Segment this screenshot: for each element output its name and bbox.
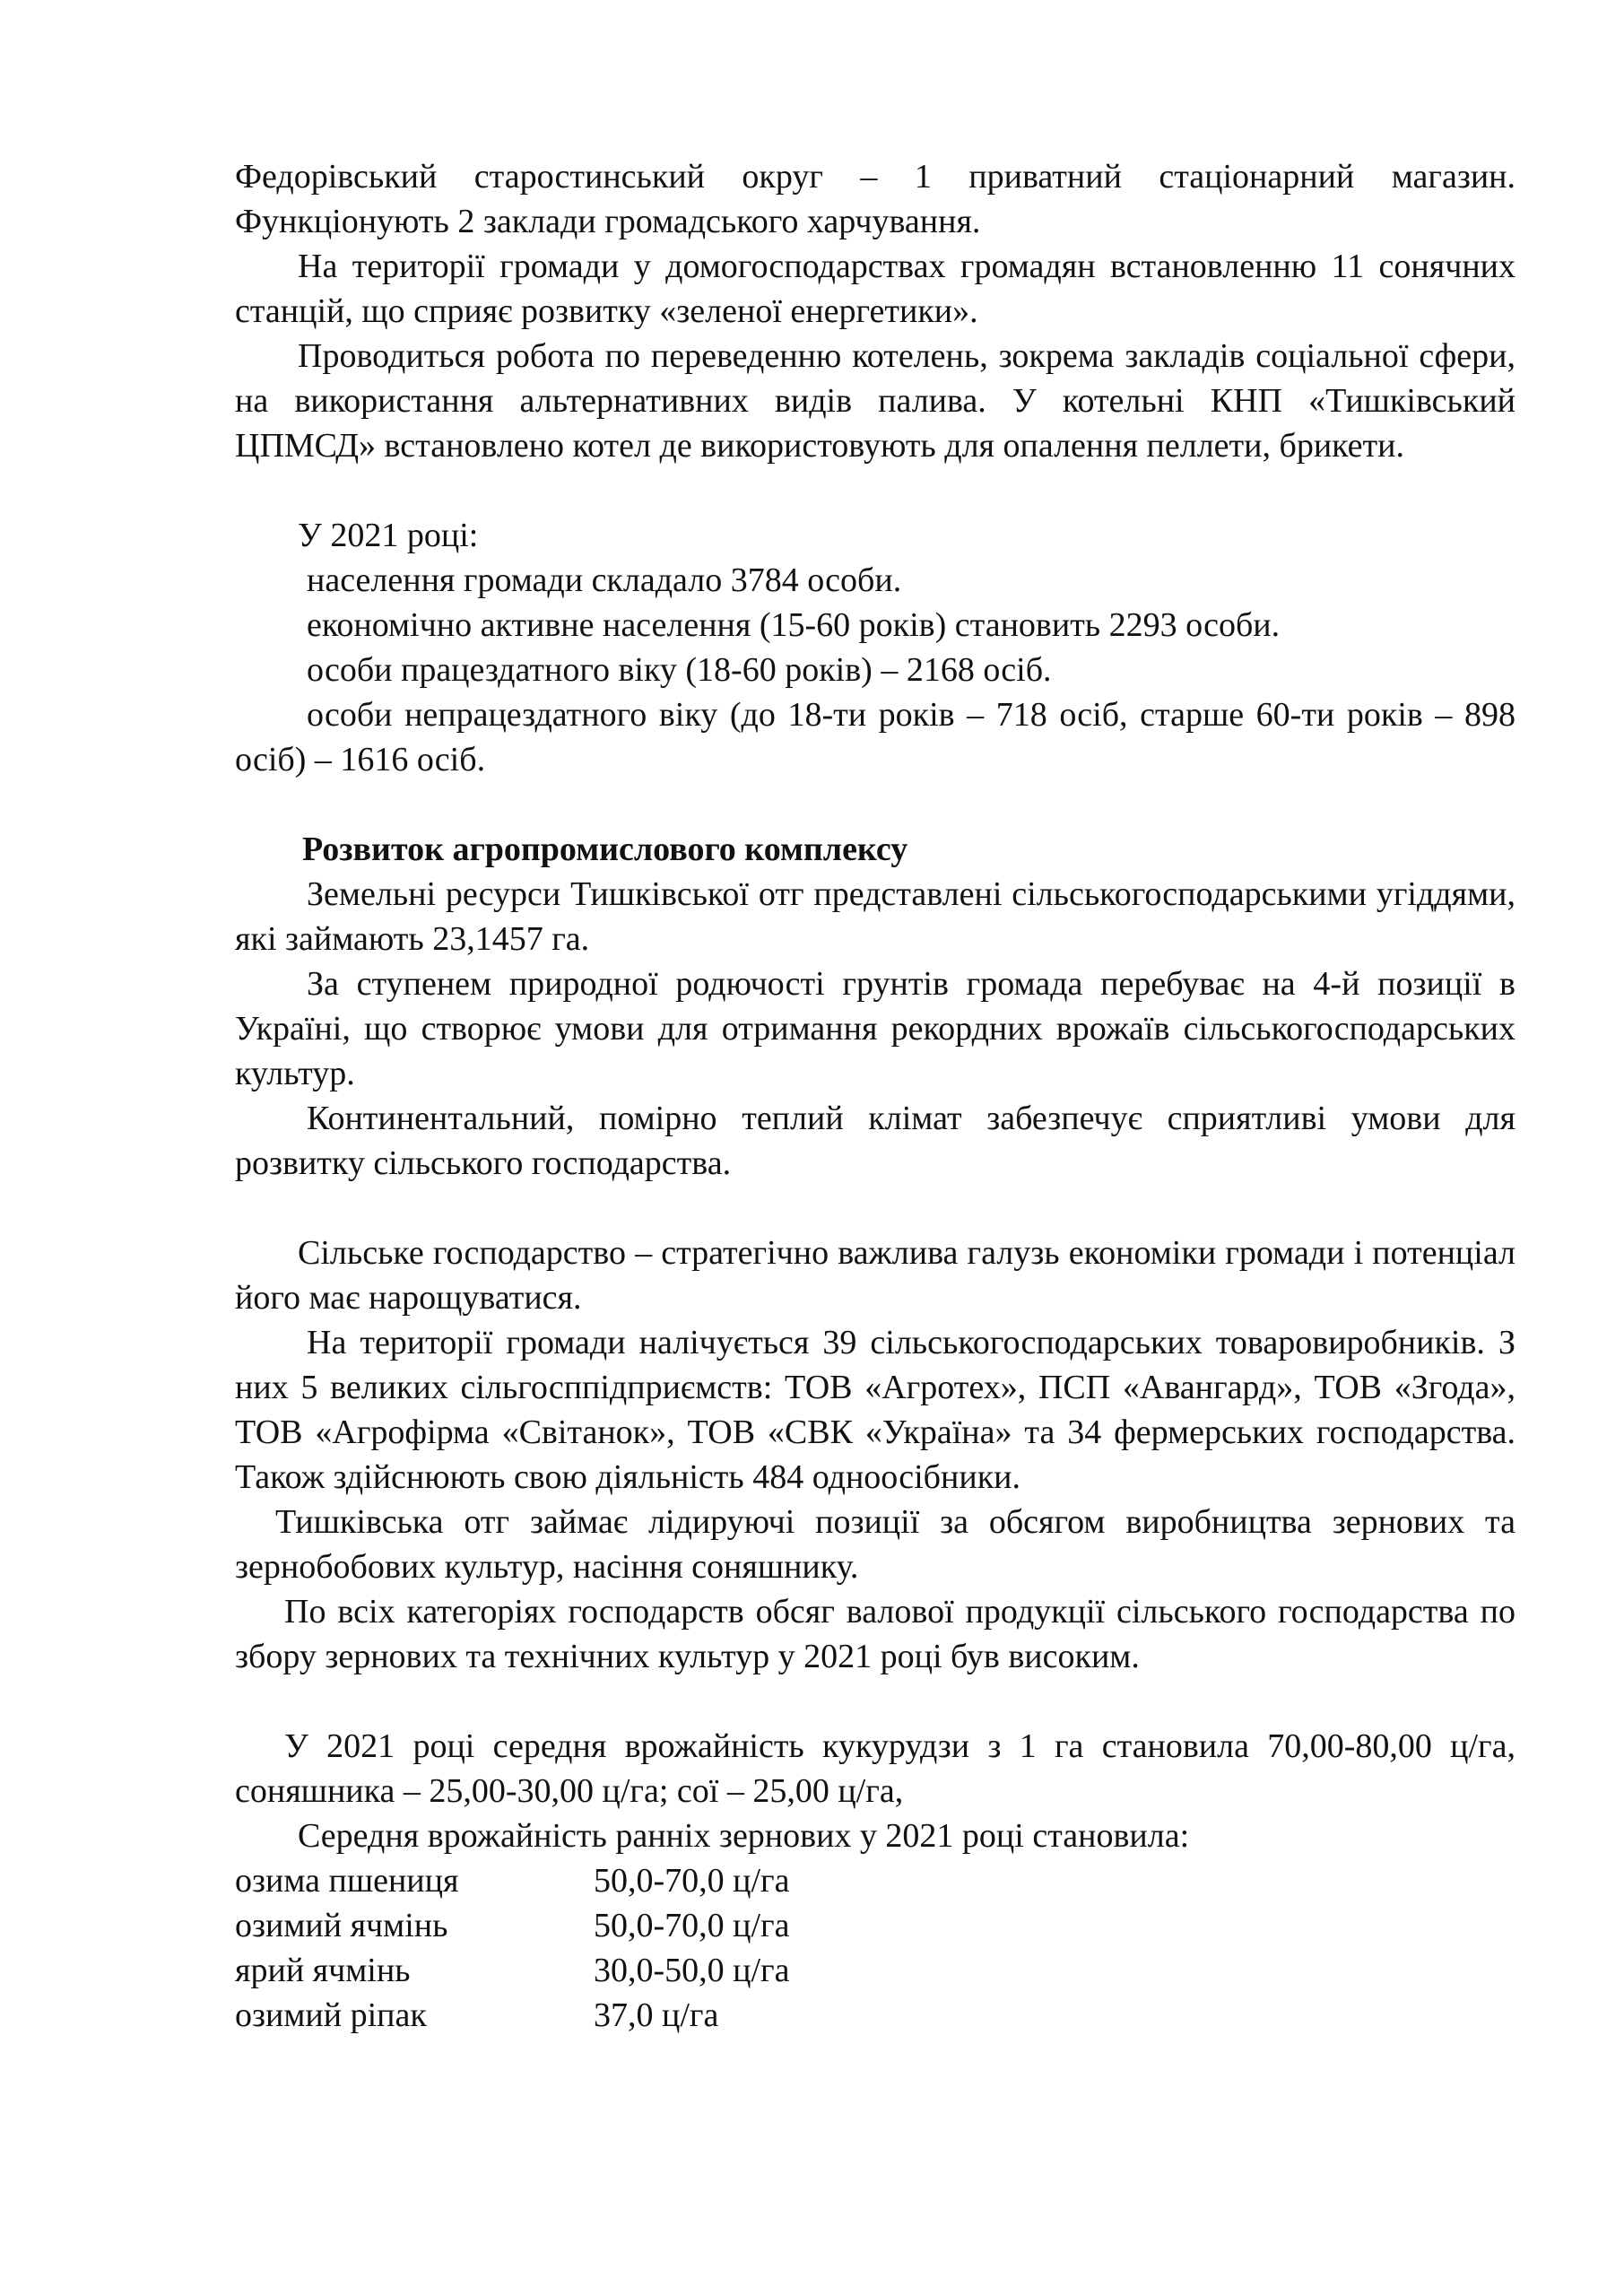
yield-crop-name: озимий ріпак <box>235 1996 427 2034</box>
stat-population: населення громади складало 3784 особи. <box>307 561 902 599</box>
spacer <box>235 782 1515 827</box>
yield-crop-name: озима пшениця <box>235 1862 459 1900</box>
paragraph-land-resources: Земельні ресурси Тишківської отг представлені сільськогосподарськими угіддями, які займають 23,1457 га. <box>235 875 1515 958</box>
spacer <box>235 1679 1515 1724</box>
yield-crop-value: 37,0 ц/га <box>594 1996 719 2034</box>
paragraph-corn-yield: У 2021 році середня врожайність кукурудзи з 1 га становила 70,00-80,00 ц/га, соняшника – 25,00-30,00 ц/га; сої – 25,00 ц/га, <box>235 1727 1515 1810</box>
spacer <box>235 1186 1515 1231</box>
stat-non-working-age: особи непрацездатного віку (до 18-ти років – 718 осіб, старше 60-ти років – 898 осіб) – 1616 осіб. <box>235 696 1515 778</box>
yield-crop-value: 30,0-50,0 ц/га <box>594 1952 790 1989</box>
paragraph-climate: Континентальний, помірно теплий клімат забезпечує сприятливі умови для розвитку сільського господарства. <box>235 1100 1515 1182</box>
year-lead: У 2021 році: <box>298 517 479 554</box>
yield-crop-name: ярий ячмінь <box>235 1952 411 1989</box>
paragraph-gross-output: По всіх категоріях господарств обсяг валової продукції сільського господарства по збору зернових та технічних культур у 2021 році був високим. <box>235 1593 1515 1675</box>
spacer <box>235 468 1515 513</box>
document-body <box>235 154 1515 2038</box>
yield-row <box>235 1993 1515 2038</box>
paragraph-boilers: Проводиться робота по переведенню котелень, зокрема закладів соціальної сфери, на використання альтернативних видів палива. У котельні КНП «Тишківський ЦПМСД» встановлено котел де використовують для опалення пеллети, брикети. <box>235 337 1515 465</box>
paragraph-fedorivskyi: Федорівський старостинський округ – 1 приватний стаціонарний магазин. Функціонують 2 заклади громадського харчування. <box>235 158 1515 240</box>
paragraph-soil-fertility: За ступенем природної родючості грунтів громада перебуває на 4-й позиції в Україні, що створює умови для отримання рекордних врожаїв сільськогосподарських культур. <box>235 965 1515 1092</box>
yield-crop-value: 50,0-70,0 ц/га <box>594 1907 790 1944</box>
paragraph-solar-stations: На території громади у домогосподарствах громадян встановленню 11 сонячних станцій, що сприяє розвитку «зеленої енергетики». <box>235 248 1515 330</box>
paragraph-agriculture-strategic: Сільське господарство – стратегічно важлива галузь економіки громади і потенціал його має нарощуватися. <box>235 1234 1515 1317</box>
yield-crop-name: озимий ячмінь <box>235 1907 448 1944</box>
yield-list <box>235 1858 1515 2038</box>
section-heading: Розвиток агропромислового комплексу <box>302 831 908 868</box>
paragraph-producers: На території громади налічується 39 сільськогосподарських товаровиробників. З них 5 великих сільгосппідприємств: ТОВ «Агротех», ПСП «Авангард», ТОВ «Згода», ТОВ «Агрофірма «Світанок», ТОВ «СВК «Україна» та 34 фермерських господарства. Також здійснюють свою діяльність 484 одноосібники. <box>235 1324 1515 1496</box>
stat-active-population: економічно активне населення (15-60 років) становить 2293 особи. <box>307 606 1281 644</box>
yield-crop-value: 50,0-70,0 ц/га <box>594 1862 790 1900</box>
yield-row <box>235 1903 1515 1948</box>
yield-row <box>235 1858 1515 1903</box>
stat-working-age: особи працездатного віку (18-60 років) – 2168 осіб. <box>307 651 1052 689</box>
yield-row <box>235 1948 1515 1993</box>
paragraph-leading-positions: Тишківська отг займає лідируючі позиції за обсягом виробництва зернових та зернобобових культур, насіння соняшнику. <box>235 1503 1515 1586</box>
paragraph-early-grain-lead: Середня врожайність ранніх зернових у 2021 році становила: <box>298 1817 1190 1855</box>
